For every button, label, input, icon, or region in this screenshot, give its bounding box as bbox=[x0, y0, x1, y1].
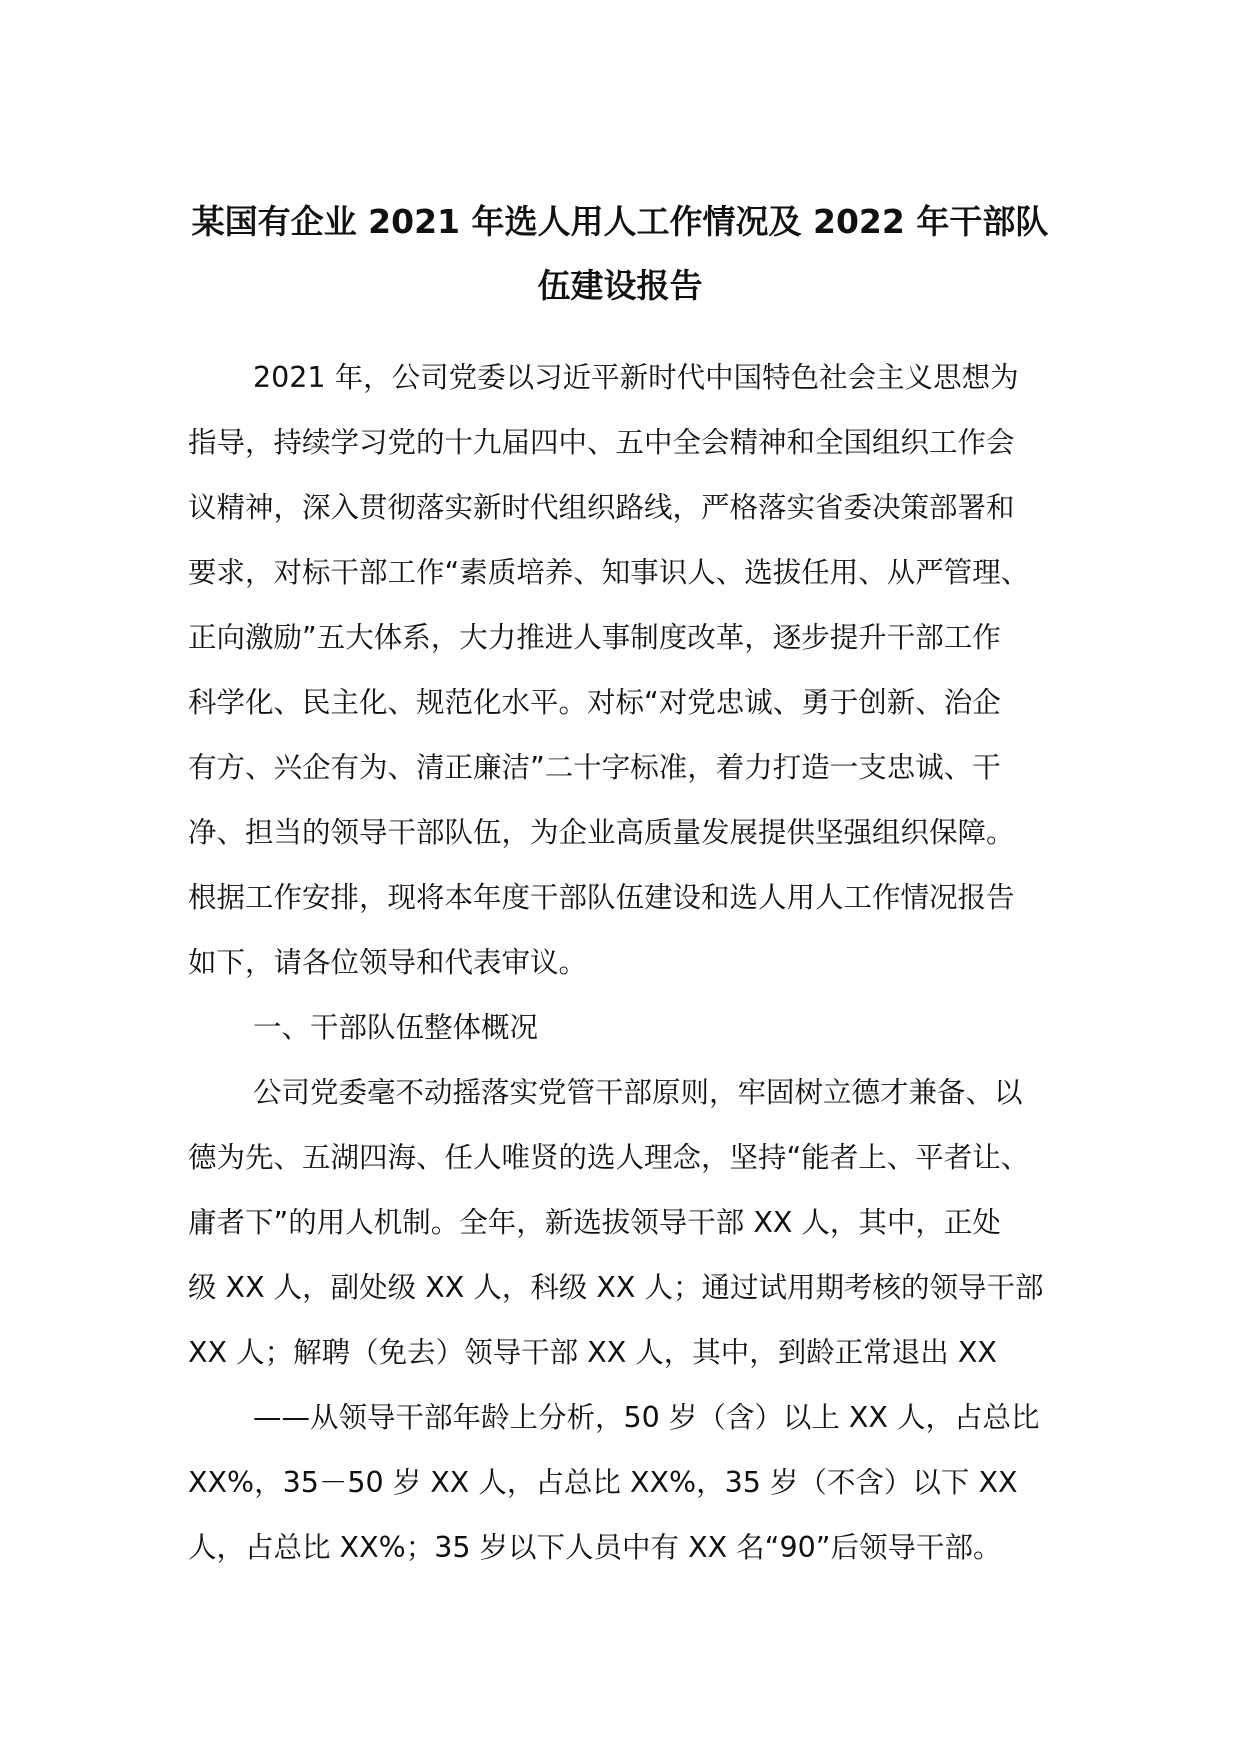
paragraph-line: 根据工作安排，现将本年度干部队伍建设和选人用人工作情况报告 bbox=[188, 881, 1015, 914]
paragraph-line: 德为先、五湖四海、任人唯贤的选人理念，坚持“能者上、平者让、 bbox=[188, 1141, 1030, 1174]
paragraph-line: 有方、兴企有为、清正廉洁”二十字标准，着力打造一支忠诚、干 bbox=[188, 751, 1001, 784]
paragraph-line: 庸者下”的用人机制。全年，新选拔领导干部 XX 人，其中，正处 bbox=[188, 1206, 1001, 1239]
title-line-1: 某国有企业 2021 年选人用人工作情况及 2022 年干部队 bbox=[191, 202, 1049, 241]
paragraph-line: XX%，35－50 岁 XX 人，占总比 XX%，35 岁（不含）以下 XX bbox=[188, 1466, 1018, 1499]
paragraph-line: 净、担当的领导干部队伍，为企业高质量发展提供坚强组织保障。 bbox=[188, 816, 1015, 849]
paragraph-line: 如下，请各位领导和代表审议。 bbox=[188, 946, 588, 979]
paragraph-line: 科学化、民主化、规范化水平。对标“对党忠诚、勇于创新、治企 bbox=[188, 686, 1001, 719]
title-line-2: 伍建设报告 bbox=[537, 266, 703, 305]
document-body bbox=[188, 345, 1068, 1580]
paragraph-line: 公司党委毫不动摇落实党管干部原则，牢固树立德才兼备、以 bbox=[253, 1076, 1023, 1109]
paragraph-line: 级 XX 人，副处级 XX 人，科级 XX 人；通过试用期考核的领导干部 bbox=[188, 1271, 1044, 1304]
paragraph-line: 要求，对标干部工作“素质培养、知事识人、选拔任用、从严管理、 bbox=[188, 556, 1030, 589]
paragraph-line: 正向激励”五大体系，大力推进人事制度改革，逐步提升干部工作 bbox=[188, 621, 1001, 654]
paragraph-line: 议精神，深入贯彻落实新时代组织路线，严格落实省委决策部署和 bbox=[188, 491, 1015, 524]
paragraph-line: 人，占总比 XX%；35 岁以下人员中有 XX 名“90”后领导干部。 bbox=[188, 1531, 1002, 1564]
paragraph-line: 指导，持续学习党的十九届四中、五中全会精神和全国组织工作会 bbox=[188, 426, 1015, 459]
section-heading: 一、干部队伍整体概况 bbox=[253, 1011, 539, 1044]
paragraph-line: ——从领导干部年龄上分析，50 岁（含）以上 XX 人，占总比 bbox=[253, 1401, 1040, 1434]
paragraph-line: 2021 年，公司党委以习近平新时代中国特色社会主义思想为 bbox=[253, 361, 1019, 394]
paragraph-line: XX 人；解聘（免去）领导干部 XX 人，其中，到龄正常退出 XX bbox=[188, 1336, 997, 1369]
document-title bbox=[180, 190, 1060, 318]
